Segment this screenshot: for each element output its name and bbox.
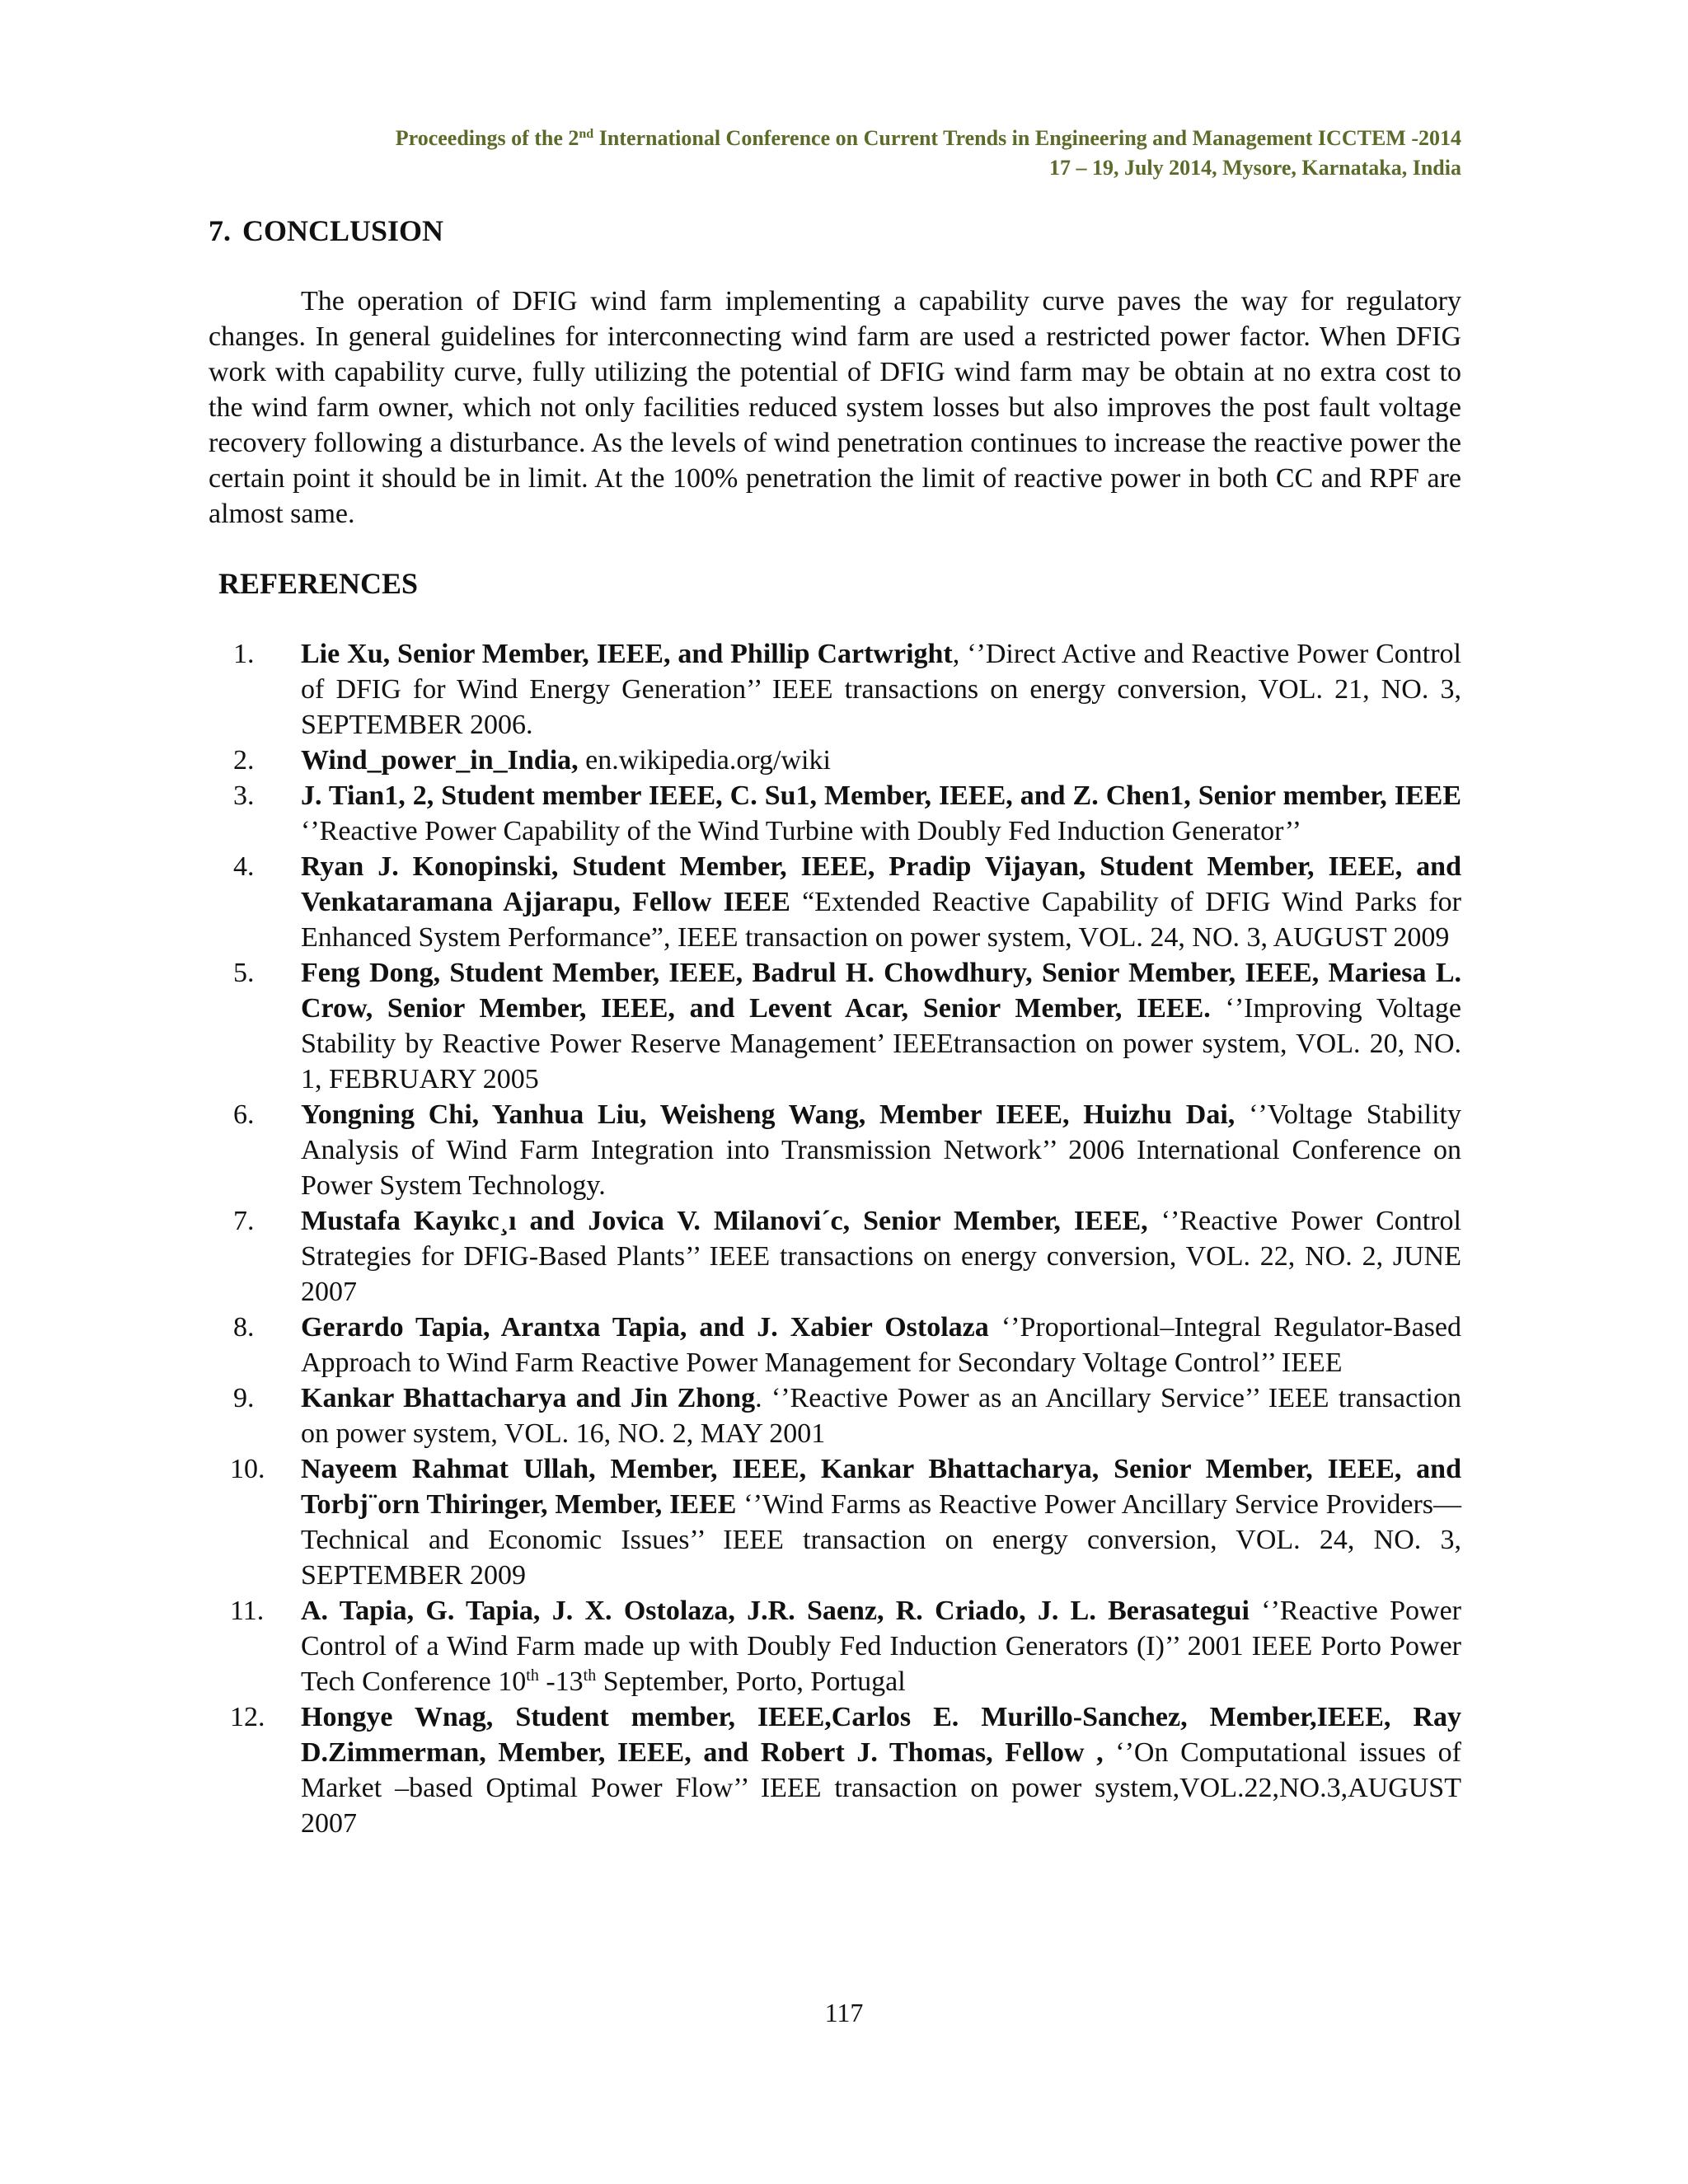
header-line-2: 17 – 19, July 2014, Mysore, Karnataka, India bbox=[1048, 156, 1461, 180]
reference-item bbox=[209, 778, 1461, 849]
reference-authors: Ryan J. Konopinski, Student Member, IEEE, Pradip Vijayan, Student Member, IEEE, and Venkataramana Ajjarapu, Fellow IEEE bbox=[301, 851, 1461, 917]
reference-number: 7. bbox=[233, 1206, 255, 1236]
reference-text: ‘’Proportional–Integral Regulator-Based Approach to Wind Farm Reactive Power Management for Secondary Voltage Control’’ IEEE bbox=[301, 1312, 1461, 1378]
reference-text: ‘’Reactive Power Control Strategies for DFIG-Based Plants’’ IEEE transactions on energy conversion, VOL. 22, NO. 2, JUNE 2007 bbox=[301, 1206, 1461, 1307]
reference-item bbox=[209, 743, 1461, 778]
reference-item bbox=[209, 636, 1461, 743]
reference-number: 10. bbox=[230, 1454, 265, 1484]
reference-item bbox=[209, 1097, 1461, 1203]
reference-number: 11. bbox=[230, 1596, 265, 1626]
header-superscript: nd bbox=[579, 127, 594, 141]
reference-authors: Wind_power_in_India, bbox=[301, 745, 579, 776]
reference-item bbox=[209, 849, 1461, 955]
reference-text: ‘’Voltage Stability Analysis of Wind Farm Integration into Transmission Network’’ 2006 International Conference on Power System Technology. bbox=[301, 1099, 1462, 1201]
reference-number: 2. bbox=[233, 745, 255, 776]
reference-text: “Extended Reactive Capability of DFIG Wind Parks for Enhanced System Performance”, IEEE transaction on power system, VOL. 24, NO. 3, AUGUST 2009 bbox=[301, 887, 1461, 953]
reference-text: en.wikipedia.org/wiki bbox=[578, 745, 831, 776]
section-heading bbox=[209, 213, 443, 249]
reference-authors: Hongye Wnag, Student member, IEEE,Carlos E. Murillo-Sanchez, Member,IEEE, Ray D.Zimmerman, Member, IEEE, and Robert J. Thomas, Fellow , bbox=[301, 1702, 1461, 1768]
reference-superscript: th bbox=[583, 1666, 597, 1685]
reference-item bbox=[209, 1310, 1461, 1380]
reference-authors: Kankar Bhattacharya and Jin Zhong bbox=[301, 1383, 756, 1413]
reference-text: ‘’Improving Voltage Stability by Reactive Power Reserve Management’ IEEEtransaction on power system, VOL. 20, NO. 1, FEBRUARY 2005 bbox=[301, 993, 1462, 1094]
reference-authors: Feng Dong, Student Member, IEEE, Badrul H. Chowdhury, Senior Member, IEEE, Mariesa L. Crow, Senior Member, IEEE, and Levent Acar, Senior Member, IEEE. bbox=[301, 958, 1461, 1024]
reference-number: 9. bbox=[233, 1383, 255, 1413]
reference-item bbox=[209, 1380, 1461, 1451]
reference-text: ‘’On Computational issues of Market –based Optimal Power Flow’’ IEEE transaction on power system,VOL.22,NO.3,AUGUST 2007 bbox=[301, 1737, 1462, 1839]
reference-authors: Lie Xu, Senior Member, IEEE, and Phillip Cartwright bbox=[301, 639, 953, 669]
reference-number: 12. bbox=[230, 1702, 265, 1732]
references-heading: REFERENCES bbox=[218, 567, 419, 600]
reference-authors: Yongning Chi, Yanhua Liu, Weisheng Wang, Member IEEE, Huizhu Dai, bbox=[301, 1099, 1236, 1130]
reference-text: . ‘’Reactive Power as an Ancillary Service’’ IEEE transaction on power system, VOL. 16, NO. 2, MAY 2001 bbox=[301, 1383, 1461, 1449]
reference-authors: Mustafa Kayıkc¸ı and Jovica V. Milanovi´c, Senior Member, IEEE, bbox=[301, 1206, 1148, 1236]
references-list bbox=[209, 636, 1461, 1841]
reference-authors: J. Tian1, 2, Student member IEEE, C. Su1, Member, IEEE, and Z. Chen1, Senior member, IEEE bbox=[301, 780, 1461, 811]
section-title: CONCLUSION bbox=[242, 214, 444, 247]
reference-item bbox=[209, 1203, 1461, 1310]
reference-text: ‘’Reactive Power Capability of the Wind Turbine with Doubly Fed Induction Generator’’ bbox=[301, 816, 1301, 846]
reference-text: ‘’Wind Farms as Reactive Power Ancillary Service Providers—Technical and Economic Issues’’ IEEE transaction on energy conversion, VOL. 24, NO. 3, SEPTEMBER 2009 bbox=[301, 1489, 1462, 1591]
reference-text: September, Porto, Portugal bbox=[596, 1666, 906, 1697]
reference-item bbox=[209, 1699, 1461, 1841]
page-number: 117 bbox=[824, 1998, 864, 2027]
reference-number: 6. bbox=[233, 1099, 255, 1130]
reference-superscript: th bbox=[526, 1666, 539, 1685]
reference-number: 4. bbox=[233, 851, 255, 882]
reference-item bbox=[209, 955, 1461, 1097]
reference-number: 5. bbox=[233, 958, 255, 988]
reference-text: ‘’Reactive Power Control of a Wind Farm made up with Doubly Fed Induction Generators (I)’’ 2001 IEEE Porto Power Tech Conference 10 bbox=[301, 1596, 1461, 1697]
reference-item bbox=[209, 1451, 1461, 1593]
reference-item bbox=[209, 1593, 1461, 1699]
header-line-1: Proceedings of the 2nd International Conference on Current Trends in Engineering and Management ICCTEM -2014 bbox=[395, 126, 1461, 150]
reference-authors: Gerardo Tapia, Arantxa Tapia, and J. Xabier Ostolaza bbox=[301, 1312, 989, 1343]
reference-number: 3. bbox=[233, 780, 255, 811]
section-number: 7. bbox=[209, 214, 231, 247]
proceedings-header bbox=[206, 124, 1461, 183]
reference-text: -13 bbox=[538, 1666, 584, 1697]
reference-text: , ‘’Direct Active and Reactive Power Control of DFIG for Wind Energy Generation’’ IEEE transactions on energy conversion, VOL. 21, NO. 3, SEPTEMBER 2006. bbox=[301, 639, 1462, 740]
conclusion-paragraph: The operation of DFIG wind farm implementing a capability curve paves the way for regulatory changes. In general guidelines for interconnecting wind farm are used a restricted power factor. When DFIG work with capability curve, fully utilizing the potential of DFIG wind farm may be obtain at no extra cost to the wind farm owner, which not only facilities reduced system losses but also improves the post fault voltage recovery following a disturbance. As the levels of wind penetration continues to increase the reactive power the certain point it should be in limit. At the 100% penetration the limit of reactive power in both CC and RPF are almost same. bbox=[209, 286, 1461, 529]
reference-authors: A. Tapia, G. Tapia, J. X. Ostolaza, J.R. Saenz, R. Criado, J. L. Berasategui bbox=[301, 1596, 1250, 1626]
reference-number: 1. bbox=[233, 639, 255, 669]
reference-number: 8. bbox=[233, 1312, 255, 1343]
reference-authors: Nayeem Rahmat Ullah, Member, IEEE, Kankar Bhattacharya, Senior Member, IEEE, and Torbj¨orn Thiringer, Member, IEEE bbox=[301, 1454, 1461, 1520]
